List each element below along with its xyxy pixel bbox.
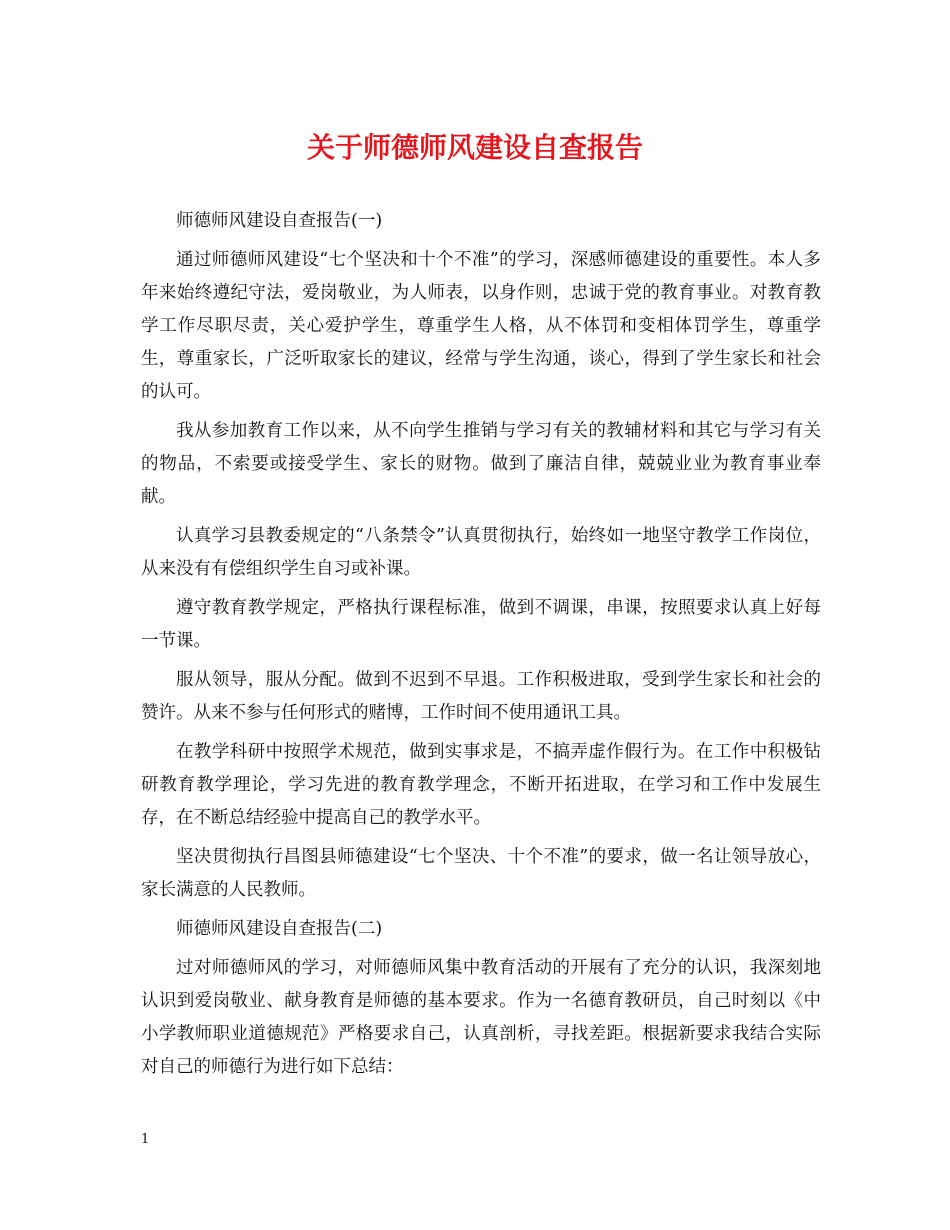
paragraph: 遵守教育教学规定，严格执行课程标准，做到不调课，串课，按照要求认真上好每一节课。 (141, 598, 821, 651)
document-body (141, 205, 821, 1090)
paragraph: 过对师德师风的学习，对师德师风集中教育活动的开展有了充分的认识，我深刻地认识到爱岗敬业、献身教育是师德的基本要求。作为一名德育教研员，自己时刻以《中小学教师职业道德规范》严格要求自己，认真剖析，寻找差距。根据新要求我结合实际对自己的师德行为进行如下总结： (141, 958, 821, 1077)
page-number: 1 (141, 1132, 150, 1147)
paragraph: 我从参加教育工作以来，从不向学生推销与学习有关的教辅材料和其它与学习有关的物品，不索要或接受学生、家长的财物。做到了廉洁自律，兢兢业业为教育事业奉献。 (141, 421, 821, 507)
paragraph-heading-1: 师德师风建设自查报告(一) (176, 211, 383, 231)
paragraph: 坚决贯彻执行昌图县师德建设“七个坚决、十个不准”的要求，做一名让领导放心，家长满意的人民教师。 (141, 847, 821, 900)
document-title: 关于师德师风建设自查报告 (306, 131, 643, 164)
paragraph: 通过师德师风建设“七个坚决和十个不准”的学习，深感师德建设的重要性。本人多年来始终遵纪守法，爱岗敬业，为人师表，以身作则，忠诚于党的教育事业。对教育教学工作尽职尽责，关心爱护学生，尊重学生人格，从不体罚和变相体罚学生，尊重学生，尊重家长，广泛听取家长的建议，经常与学生沟通，谈心，得到了学生家长和社会的认可。 (141, 250, 821, 402)
paragraph: 认真学习县教委规定的“八条禁令”认真贯彻执行，始终如一地坚守教学工作岗位，从来没有有偿组织学生自习或补课。 (141, 526, 821, 579)
paragraph: 在教学科研中按照学术规范，做到实事求是，不搞弄虚作假行为。在工作中积极钻研教育教学理论，学习先进的教育教学理念，不断开拓进取，在学习和工作中发展生存，在不断总结经验中提高自己的教学水平。 (141, 742, 821, 828)
paragraph: 服从领导，服从分配。做到不迟到不早退。工作积极进取，受到学生家长和社会的赞许。从来不参与任何形式的赌博，工作时间不使用通讯工具。 (141, 670, 821, 723)
paragraph-heading-2: 师德师风建设自查报告(二) (176, 919, 383, 939)
